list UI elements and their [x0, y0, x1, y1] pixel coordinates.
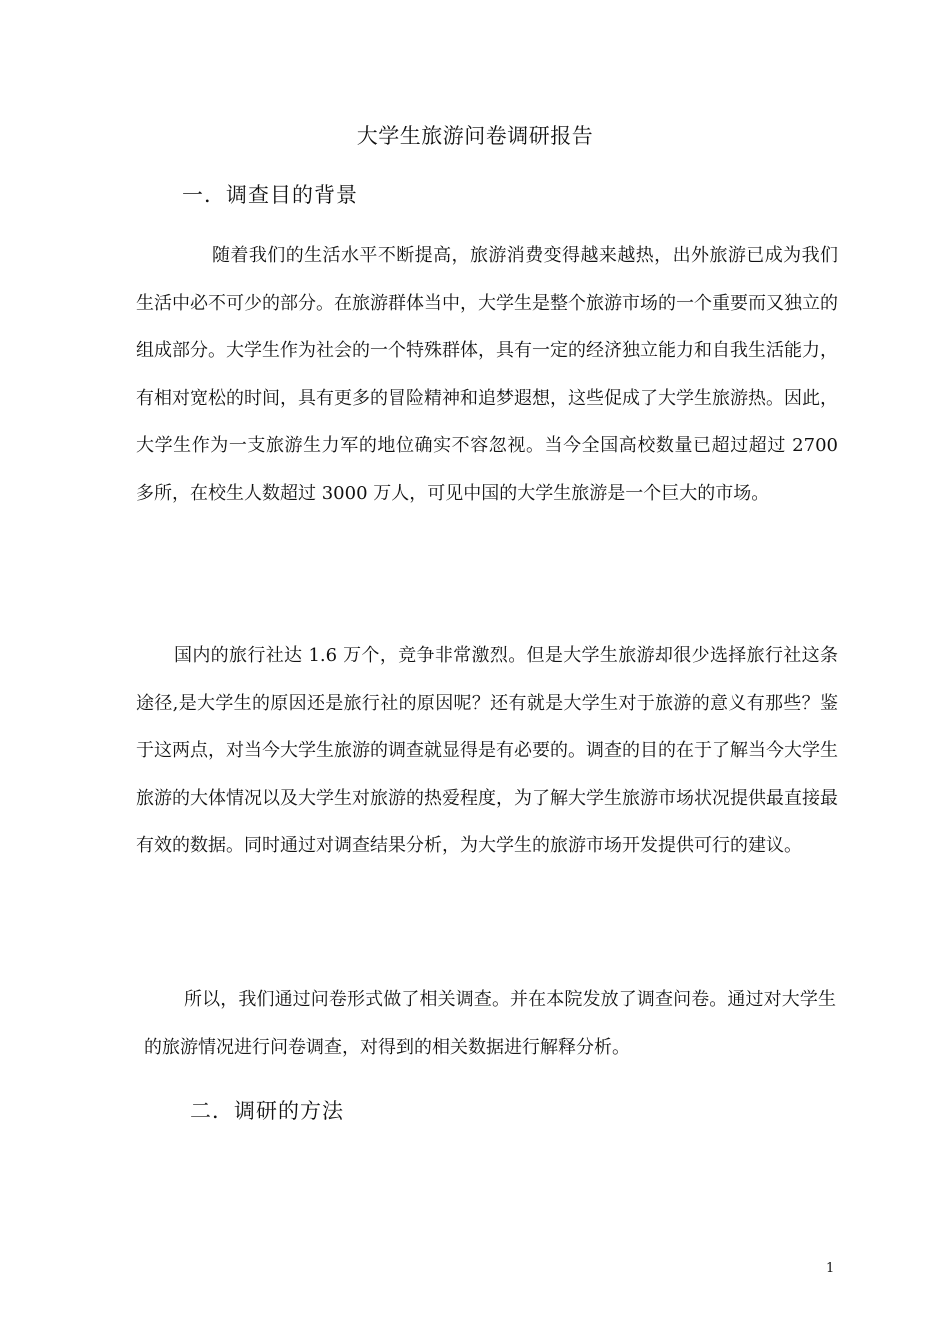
- page-number: 1: [826, 1261, 835, 1276]
- paragraph-method-intro: 所以，我们通过问卷形式做了相关调查。并在本院发放了调查问卷。通过对大学生的旅游情况进行问卷调查，对得到的相关数据进行解释分析。: [144, 989, 836, 1058]
- paragraph-background: 随着我们的生活水平不断提高，旅游消费变得越来越热，出外旅游已成为我们生活中必不可少的部分。在旅游群体当中，大学生是整个旅游市场的一个重要而又独立的组成部分。大学生作为社会的一个特殊群体，具有一定的经济独立能力和自我生活能力，有相对宽松的时间，具有更多的冒险精神和追梦遐想，这些促成了大学生旅游热。因此，大学生作为一支旅游生力军的地位确实不容忽视。当今全国高校数量已超过超过 2700 多所，在校生人数超过 3000 万人，可见中国的大学生旅游是一个巨大的市场。: [136, 245, 838, 504]
- section-heading-method: 二．调研的方法: [190, 1099, 344, 1123]
- section-heading-background: 一．调查目的背景: [182, 183, 358, 207]
- paragraph-purpose: 国内的旅行社达 1.6 万个，竞争非常激烈。但是大学生旅游却很少选择旅行社这条途径,是大学生的原因还是旅行社的原因呢？还有就是大学生对于旅游的意义有那些？鉴于这两点，对当今大学生旅游的调查就显得是有必要的。调查的目的在于了解当今大学生旅游的大体情况以及大学生对旅游的热爱程度，为了解大学生旅游市场状况提供最直接最有效的数据。同时通过对调查结果分析，为大学生的旅游市场开发提供可行的建议。: [136, 645, 838, 856]
- document-title: 大学生旅游问卷调研报告: [356, 124, 594, 148]
